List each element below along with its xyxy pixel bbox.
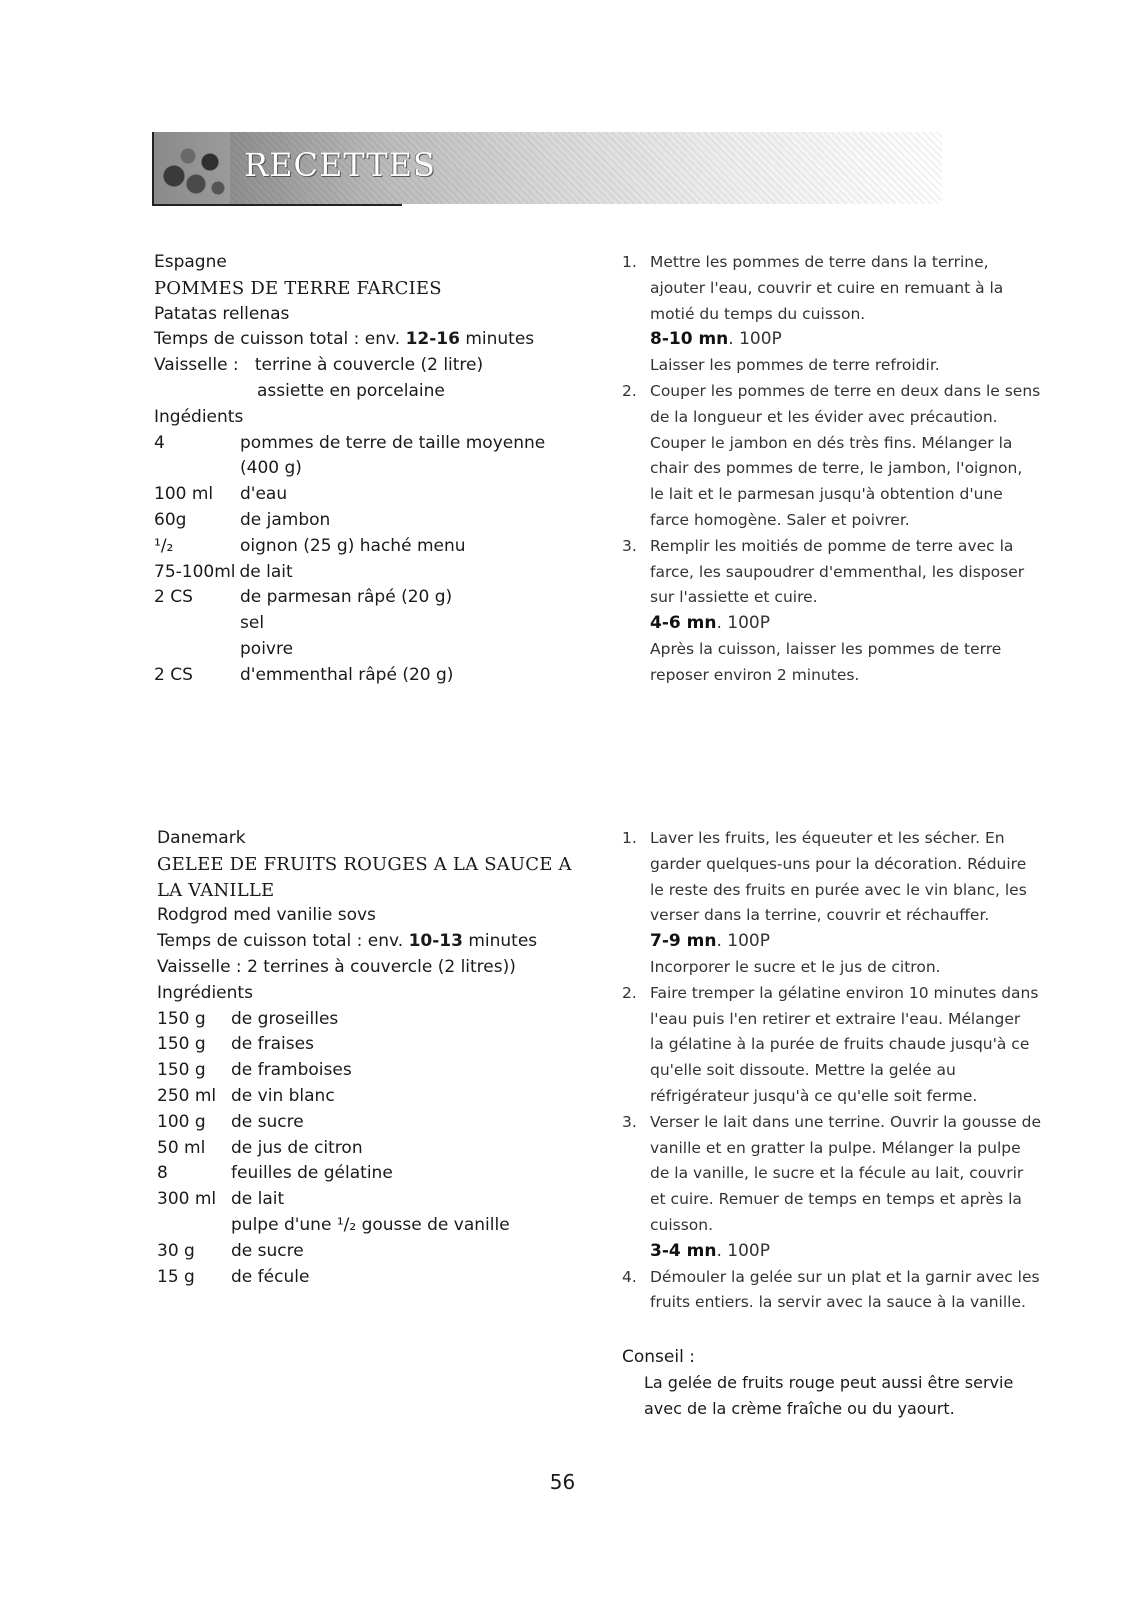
recipe1-steps: [622, 250, 1062, 689]
conseil-label: Conseil :: [622, 1347, 695, 1367]
ingredient-row: (400 g): [240, 458, 302, 479]
recipe1-title: POMMES DE TERRE FARCIES: [154, 277, 442, 299]
recipe2-info: [157, 826, 597, 1290]
conseil-text: La gelée de fruits rouge peut aussi être servie avec de la crème fraîche ou du yaourt.: [644, 1373, 1014, 1418]
recipe1-ingredients: [154, 431, 564, 689]
page-number: 56: [549, 1470, 576, 1494]
recipe2-time: Temps de cuisson total : env. 10-13 minutes: [157, 931, 538, 952]
recipe2-vaisselle: Vaisselle : 2 terrines à couvercle (2 litres)): [157, 956, 516, 977]
ingredient-row: 8 feuilles de gélatine: [157, 1163, 393, 1184]
recipe1-timing-2: 4-6 mn. 100P: [650, 613, 770, 634]
ingredient-row: 2 CS d'emmenthal râpé (20 g): [154, 664, 454, 685]
ingredient-row: 4 pommes de terre de taille moyenne: [154, 432, 546, 453]
recipe1-country: Espagne: [154, 252, 227, 272]
recipe1-step-3: 3. Remplir les moitiés de pomme de terre avec la farce, les saupoudrer d'emmenthal, les disposer sur l'assiette et cuire.: [622, 536, 1025, 607]
recipe2-ingredients: [157, 1007, 597, 1291]
recipe2-steps: [622, 826, 1062, 1316]
section-title: RECETTES: [244, 146, 436, 184]
ingredient-row: pulpe d'une ¹/₂ gousse de vanille: [231, 1214, 510, 1235]
ingredient-row: 100 ml d'eau: [154, 484, 288, 505]
ingredient-row: 2 CS de parmesan râpé (20 g): [154, 587, 453, 608]
recipe2-note-1: Incorporer le sucre et le jus de citron.: [650, 957, 941, 976]
recipe2-timing-1: 7-9 mn. 100P: [650, 931, 770, 952]
recipe2-step-1: 1. Laver les fruits, les équeuter et les sécher. En garder quelques-uns pour la décoration. Réduire le reste des fruits en purée avec le vin blanc, les verser dans la terrine, couvrir et réchauffer.: [622, 829, 1027, 925]
recipe1-vaisselle: Vaisselle : terrine à couvercle (2 litre): [154, 355, 484, 376]
recipe1-subtitle: Patatas rellenas: [154, 303, 290, 324]
ingredient-row: 30 g de sucre: [157, 1240, 304, 1261]
ingredient-row: 250 ml de vin blanc: [157, 1085, 335, 1106]
recipe2-timing-2: 3-4 mn. 100P: [650, 1240, 770, 1261]
recipe2-country: Danemark: [157, 828, 246, 848]
ingredient-row: 60g de jambon: [154, 509, 331, 530]
recipe1-step-1: 1. Mettre les pommes de terre dans la terrine, ajouter l'eau, couvrir et cuire en remuant à la motié du temps du cuisson.: [622, 253, 1004, 323]
ingredient-row: poivre: [240, 638, 294, 659]
ingredient-row: 150 g de fraises: [157, 1034, 314, 1055]
ingredient-row: 150 g de groseilles: [157, 1008, 339, 1029]
header-banner: [152, 132, 942, 204]
ingredient-row: 75-100ml de lait: [154, 561, 293, 582]
banner-left-rule: [152, 132, 154, 206]
recipe1-ingredients-label: Ingédients: [154, 406, 244, 427]
recipe2-title-line1: GELEE DE FRUITS ROUGES A LA SAUCE A: [157, 853, 572, 875]
recipe1-time: Temps de cuisson total : env. 12-16 minutes: [154, 329, 535, 350]
ingredient-row: 300 ml de lait: [157, 1189, 285, 1210]
recipe1-final-1: Après la cuisson, laisser les pommes de terre: [650, 639, 1002, 658]
recipe1-vaisselle-2: assiette en porcelaine: [257, 380, 445, 401]
recipe2-ingredients-label: Ingrédients: [157, 982, 253, 1003]
recipe1-note-1: Laisser les pommes de terre refroidir.: [650, 356, 940, 375]
ingredient-row: 15 g de fécule: [157, 1266, 310, 1287]
recipe1-timing-1: 8-10 mn. 100P: [650, 329, 782, 350]
recipe2-title-line2: LA VANILLE: [157, 879, 275, 901]
ingredient-row: ¹/₂ oignon (25 g) haché menu: [154, 535, 466, 556]
fruits-photo-icon: [152, 132, 230, 204]
recipe1-final-2: reposer environ 2 minutes.: [650, 665, 860, 684]
recipe2-step-4: 4. Démouler la gelée sur un plat et la garnir avec les fruits entiers. la servir avec la sauce à la vanille.: [622, 1267, 1040, 1312]
conseil-box: [622, 1344, 1062, 1422]
ingredient-row: 100 g de sucre: [157, 1111, 304, 1132]
ingredient-row: 150 g de framboises: [157, 1060, 352, 1081]
ingredient-row: 50 ml de jus de citron: [157, 1137, 363, 1158]
recipe2-step-3: 3. Verser le lait dans une terrine. Ouvrir la gousse de vanille et en gratter la pulpe. Mélanger la pulpe de la vanille, le sucre et la fécule au lait, couvrir et cuire. Remuer de temps en temps et après la cuisson.: [622, 1112, 1042, 1234]
recipe2-step-2: 2. Faire tremper la gélatine environ 10 minutes dans l'eau puis l'en retirer et extraire l'eau. Mélanger la gélatine à la purée de fruits chaude jusqu'à ce qu'elle soit dissoute. Mettre la gelée au réfrigérateur jusqu'à ce qu'elle soit ferme.: [622, 983, 1039, 1105]
recipe2-subtitle: Rodgrod med vanilie sovs: [157, 905, 376, 926]
recipe1-info: [154, 250, 564, 689]
recipe1-step-2: 2. Couper les pommes de terre en deux dans le sens de la longueur et les évider avec précaution. Couper le jambon en dés très fins. Mélanger la chair des pommes de terre, le jambon, l'oignon, le lait et le parmesan jusqu'à obtention d'une farce homogène. Saler et poivrer.: [622, 381, 1041, 529]
ingredient-row: sel: [240, 613, 265, 634]
banner-bottom-rule: [152, 204, 402, 206]
